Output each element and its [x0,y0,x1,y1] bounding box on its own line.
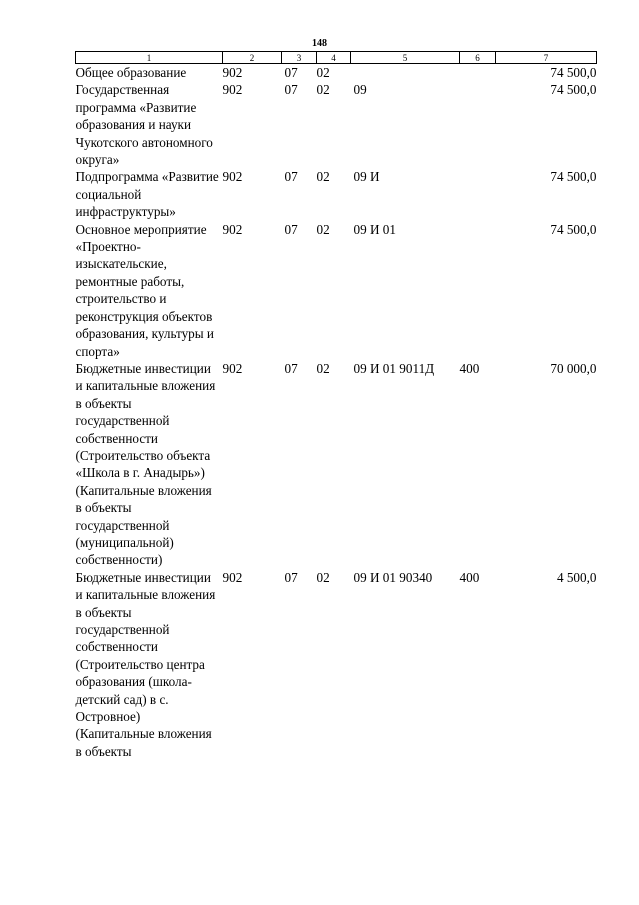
row-rz: 07 [284,169,298,185]
row-rz: 07 [284,65,298,80]
row-gr: 902 [222,569,243,585]
row-gr: 902 [222,82,243,98]
page-number: 148 [312,38,327,49]
row-csr: 09 И 01 90340 [353,569,433,585]
row-name: Основное мероприятие «Проектно-изыскательские, ремонтные работы, строительство и реконструкция объектов образования, культуры и спорта» [75,221,214,359]
row-csr: 09 И 01 [353,221,396,237]
row-gr: 902 [222,169,243,185]
budget-table [75,51,597,760]
row-gr: 902 [222,360,243,376]
row-amount: 74 500,0 [550,65,597,80]
row-vr [460,221,496,360]
row-rz: 07 [284,82,298,98]
header-col-1: 1 [76,52,223,64]
row-amount: 4 500,0 [556,569,597,585]
header-col-2: 2 [223,52,282,64]
row-rz: 07 [284,569,298,585]
row-amount: 70 000,0 [550,360,597,376]
row-vr [460,64,496,82]
header-col-5: 5 [351,52,460,64]
table-row [76,81,597,168]
row-name: Общее образование [75,65,187,80]
row-rz: 07 [284,360,298,376]
row-pr: 02 [316,82,330,98]
header-row [76,52,597,64]
row-amount: 74 500,0 [550,82,597,98]
table-row [76,64,597,82]
row-vr: 400 [459,569,480,585]
row-amount: 74 500,0 [550,169,597,185]
row-vr [460,81,496,168]
row-pr: 02 [316,65,330,80]
row-csr [351,64,460,82]
row-name: Государственная программа «Развитие образования и науки Чукотского автономного округа» [75,82,213,168]
table-row [76,569,597,760]
row-name: Бюджетные инвестиции и капитальные вложения в объекты государственной собственности (Строительство центра образования (школа-детский сад) в с. Островное) (Капитальные вложения в объекты [75,569,216,759]
row-pr: 02 [316,221,330,237]
table-row [76,360,597,569]
header-col-4: 4 [317,52,351,64]
row-amount: 74 500,0 [550,221,597,237]
row-gr: 902 [222,65,243,80]
row-csr: 09 И 01 9011Д [353,360,435,376]
row-vr: 400 [459,360,480,376]
row-vr [460,168,496,220]
row-csr: 09 [353,82,367,98]
row-name: Подпрограмма «Развитие социальной инфраструктуры» [75,169,219,220]
table-header [76,52,597,64]
row-csr: 09 И [353,169,380,185]
table-row [76,168,597,220]
header-col-7: 7 [496,52,597,64]
row-pr: 02 [316,569,330,585]
row-pr: 02 [316,169,330,185]
table-body [76,64,597,761]
row-rz: 07 [284,221,298,237]
row-pr: 02 [316,360,330,376]
row-gr: 902 [222,221,243,237]
row-name: Бюджетные инвестиции и капитальные вложения в объекты государственной собственности (Строительство объекта «Школа в г. Анадырь») (Капитальные вложения в объекты государственной (муниципальной) собственности) [75,360,216,568]
header-col-3: 3 [282,52,317,64]
header-col-6: 6 [460,52,496,64]
table-row [76,221,597,360]
